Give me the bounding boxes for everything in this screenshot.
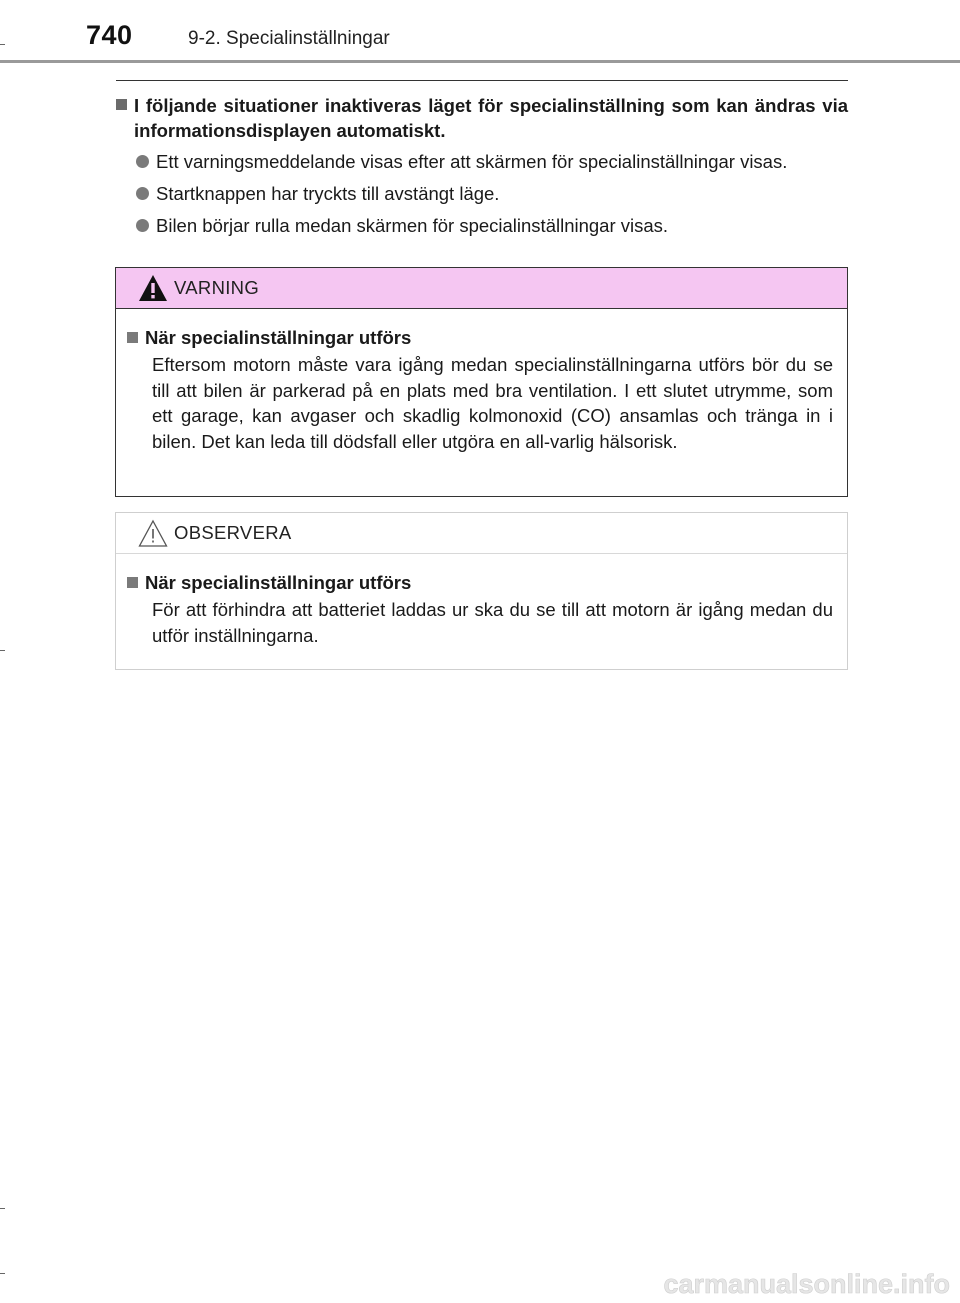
list-item <box>136 181 848 206</box>
warning-triangle-icon <box>138 274 168 302</box>
round-bullet-icon <box>136 155 149 168</box>
notice-heading <box>127 571 833 595</box>
square-bullet-icon <box>127 577 138 588</box>
round-bullet-icon <box>136 219 149 232</box>
warning-heading <box>127 326 833 350</box>
page-header <box>0 0 960 64</box>
warning-box <box>115 267 848 497</box>
section-title: 9-2. Specialinställningar <box>188 28 390 49</box>
main-content <box>116 80 848 245</box>
warning-header <box>116 268 847 309</box>
round-bullet-icon <box>136 187 149 200</box>
notice-box <box>115 512 848 670</box>
list-item <box>136 213 848 238</box>
page-number: 740 <box>86 20 133 50</box>
warning-text: Eftersom motorn måste vara igång medan specialinställningarna utförs bör du se till att bilen är parkerad på en plats med bra ventilation. I ett slutet utrymme, som ett garage, kan avgaser och skadlig kolmonoxid (CO) ansamlas och tränga in i bilen. Det kan leda till dödsfall eller utgöra en all-varlig hälsorisk. <box>152 354 833 452</box>
warning-heading-text: När specialinställningar utförs <box>145 327 412 348</box>
crop-mark <box>0 1208 5 1209</box>
watermark-logo <box>612 1265 952 1301</box>
list-item-text: Ett varningsmeddelande visas efter att skärmen för specialinställningar visas. <box>156 151 788 172</box>
square-bullet-icon <box>127 332 138 343</box>
notice-title: OBSERVERA <box>174 522 292 543</box>
notice-text: För att förhindra att batteriet laddas ur ska du se till att motorn är igång medan du utför inställningarna. <box>152 599 833 646</box>
crop-mark <box>0 650 5 651</box>
list-item-text: Bilen börjar rulla medan skärmen för specialinställningar visas. <box>156 215 669 236</box>
list-item-text: Startknappen har tryckts till avstängt läge. <box>156 183 500 204</box>
crop-mark <box>0 1273 5 1274</box>
notice-heading-text: När specialinställningar utförs <box>145 572 412 593</box>
subheading-text: I följande situationer inaktiveras läget för specialinställning som kan ändras via informationsdisplayen automatiskt. <box>134 95 848 141</box>
warning-title: VARNING <box>174 277 260 298</box>
notice-body <box>116 554 847 648</box>
bullet-list <box>116 149 848 238</box>
warning-body <box>116 309 847 454</box>
subheading <box>116 93 848 143</box>
notice-header <box>116 513 847 554</box>
caution-triangle-icon <box>138 519 168 547</box>
header-rule <box>0 60 960 63</box>
list-item <box>136 149 848 174</box>
crop-mark <box>0 44 5 45</box>
section-divider <box>116 80 848 81</box>
watermark-text: carmanualsonline.info <box>663 1269 950 1299</box>
square-bullet-icon <box>116 99 127 110</box>
